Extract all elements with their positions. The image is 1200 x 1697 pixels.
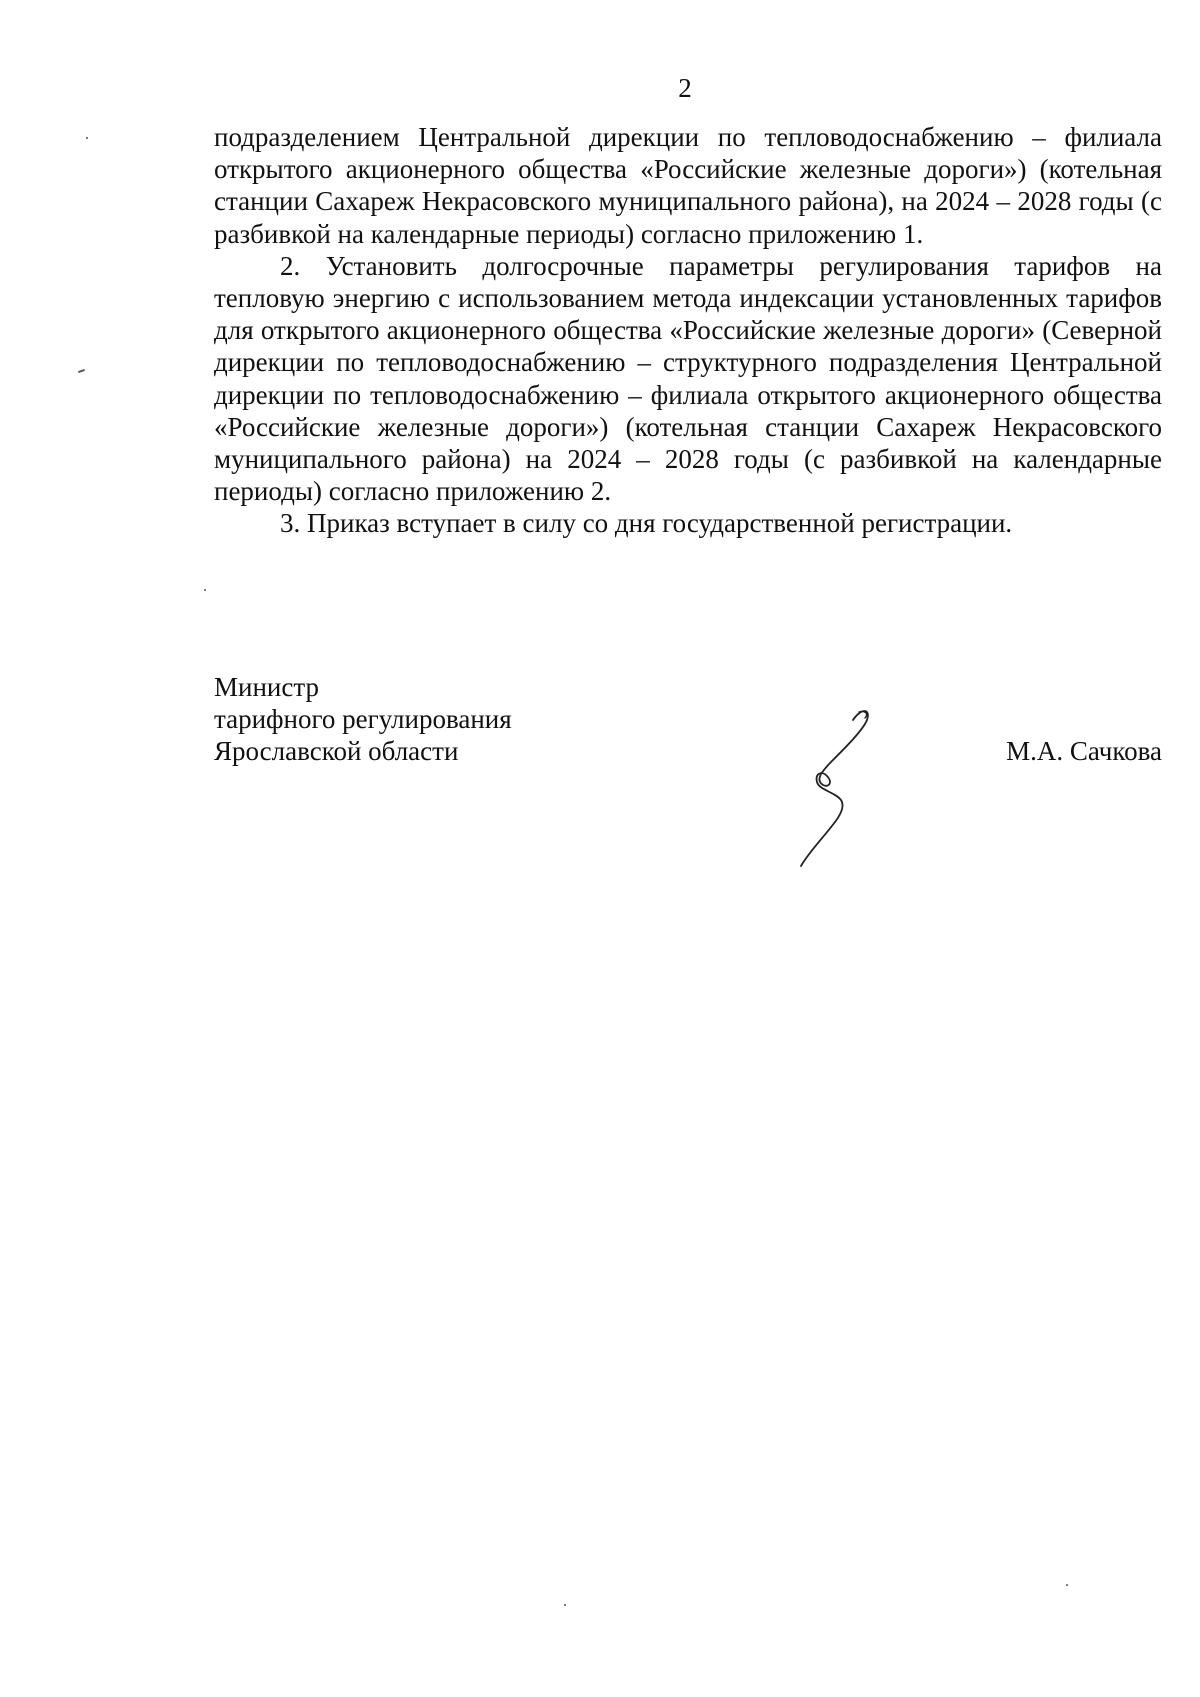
signer-position-line: Министр xyxy=(214,672,319,702)
scan-speck xyxy=(86,137,88,139)
signer-position-line: тарифного регулирования xyxy=(214,704,512,734)
page-number: 2 xyxy=(678,73,692,103)
paragraph-item-2: 2. Установить долгосрочные параметры регулирования тарифов на тепловую энергию с использованием метода индексации установленных тарифов для открытого акционерного общества «Российские железные дороги» (Северной дирекции по тепловодоснабжению – структурного подразделения Центральной дирекции по тепловодоснабжению – филиала открытого акционерного общества «Российские железные дороги») (котельная станции Сахареж Некрасовского муниципального района) на 2024 – 2028 годы (с разбивкой на календарные периоды) согласно приложению 2. xyxy=(214,250,1162,507)
handwritten-signature xyxy=(775,690,915,870)
paragraph-continuation: подразделением Центральной дирекции по тепловодоснабжению – филиала открытого акционерного общества «Российские железные дороги») (котельная станции Сахареж Некрасовского муниципального района), на 2024 – 2028 годы (с разбивкой на календарные периоды) согласно приложению 1. xyxy=(214,122,1162,249)
scan-speck xyxy=(564,1604,566,1606)
signer-position-line: Ярославской области xyxy=(214,736,459,766)
scan-speck xyxy=(78,369,85,373)
signature-block xyxy=(214,671,1162,767)
signer-name: М.А. Сачкова xyxy=(1006,736,1162,766)
scan-speck xyxy=(1066,1584,1068,1586)
paragraph-item-3: 3. Приказ вступает в силу со дня государственной регистрации. xyxy=(280,508,1013,539)
document-body xyxy=(214,121,1162,540)
scan-speck xyxy=(204,589,206,591)
